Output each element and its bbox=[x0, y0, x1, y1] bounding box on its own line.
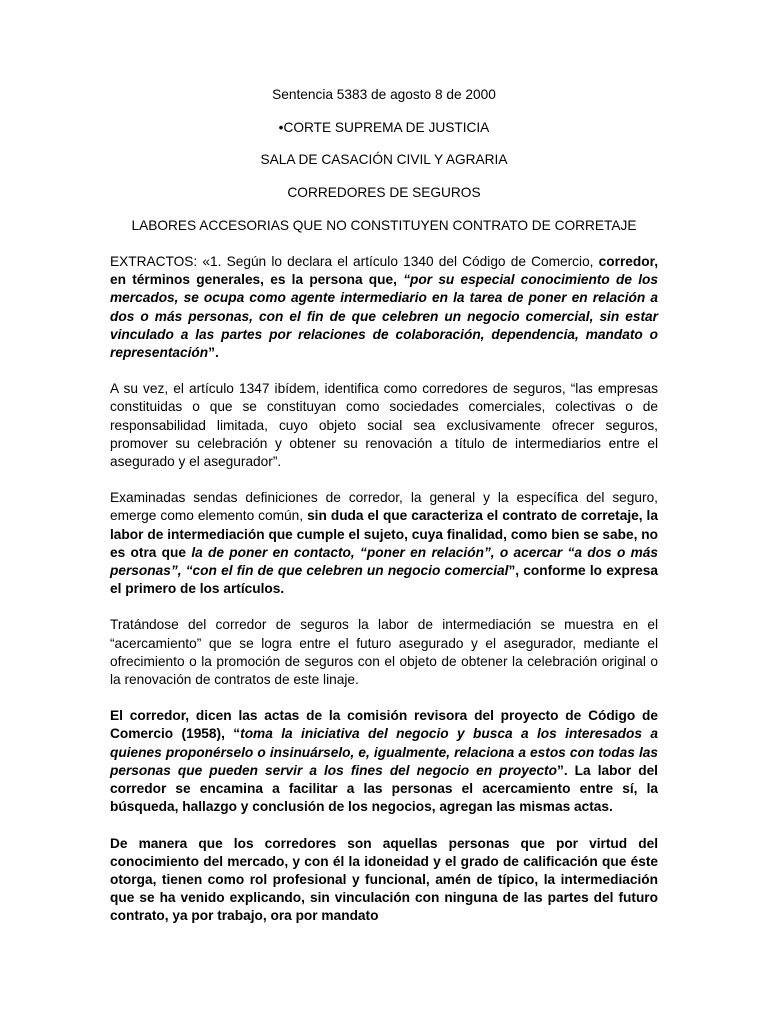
chamber-name: SALA DE CASACIÓN CIVIL Y AGRARIA bbox=[260, 152, 508, 168]
p5-text-bold-end: ”. La labor del corredor se encamina a facilitar a las personas el acercamiento entre sí, la búsqueda, hallazgo y conclusión de los negocios, agregan las mismas actas. bbox=[110, 762, 658, 815]
p3-text-plain: Examinadas sendas definiciones de corredor, la general y la específica del seguro, emerge como elemento común, bbox=[110, 490, 658, 524]
paragraph-articulo-1347 bbox=[110, 380, 658, 471]
topic-title: CORREDORES DE SEGUROS bbox=[287, 185, 481, 201]
paragraph-definiciones bbox=[110, 489, 658, 598]
p2-text-plain: A su vez, el artículo 1347 ibídem, identifica como corredores de seguros, “las empresas constituidas o que se constituyan como sociedades comerciales, colectivas o de responsabilidad limitada, cuyo objeto social sea exclusivamente ofrecer seguros, promover su celebración y obtener su renovación a título de intermediarios entre el asegurado y el asegurador”. bbox=[110, 381, 658, 470]
p6-text-bold: De manera que los corredores son aquellas personas que por virtud del conocimiento del mercado, y con él la idoneidad y el grado de calificación que éste otorga, tienen como rol profesional y funcional, amén de típico, la intermediación que se ha venido explicando, sin vinculación con ninguna de las partes del futuro contrato, ya por trabajo, ora por mandato bbox=[110, 835, 658, 924]
p5-text-bold-italic: toma la iniciativa del negocio y busca a los interesados a quienes proponérselo o insinuárselo, e, igualmente, relaciona a estos con todas las personas que pueden servir a los fines del negocio en proyecto bbox=[110, 726, 659, 778]
p3-text-bold-italic: la de poner en contacto, “poner en relación”, o acercar “a dos o más personas”, “con el fin de que celebren un negocio comercial bbox=[110, 544, 658, 579]
paragraph-corredor-seguros bbox=[110, 616, 658, 689]
p3-text-bold-end: ”, conforme lo expresa el primero de los artículos. bbox=[110, 563, 658, 597]
p4-text-plain: Tratándose del corredor de seguros la labor de intermediación se muestra en el “acercamiento” que se logra entre el futuro asegurado y el asegurador, mediante el ofrecimiento o la promoción de seguros con el objeto de obtener la celebración original o la renovación de contratos de este linaje. bbox=[110, 617, 658, 688]
court-name: •CORTE SUPREMA DE JUSTICIA bbox=[278, 119, 490, 135]
paragraph-actas-comision bbox=[110, 707, 658, 816]
p1-text-plain: EXTRACTOS: «1. Según lo declara el artículo 1340 del Código de Comercio, bbox=[110, 254, 599, 270]
p1-text-bold-italic: “por su especial conocimiento de los mercados, se ocupa como agente intermediario en la tarea de poner en relación a dos o más personas, con el fin de que celebren un negocio comercial, sin estar vinculado a las partes por relaciones de colaboración, dependencia, mandato o representación bbox=[110, 272, 658, 361]
p5-text-bold: El corredor, dicen las actas de la comisión revisora del proyecto de Código de Comercio (1958), “ bbox=[110, 708, 658, 742]
paragraph-de-manera bbox=[110, 835, 658, 926]
paragraph-extractos bbox=[110, 253, 658, 362]
p1-text-bold: corredor, en términos generales, es la persona que, bbox=[110, 254, 658, 288]
subtopic-title: LABORES ACCESORIAS QUE NO CONSTITUYEN CONTRATO DE CORRETAJE bbox=[131, 217, 637, 233]
p1-text-bold-end: ”. bbox=[208, 345, 219, 361]
p3-text-bold: sin duda el que caracteriza el contrato de corretaje, la labor de intermediación que cumple el sujeto, cuya finalidad, como bien se sabe, no es otra que bbox=[110, 508, 658, 560]
document-page bbox=[110, 86, 658, 944]
sentence-reference: Sentencia 5383 de agosto 8 de 2000 bbox=[272, 87, 496, 102]
